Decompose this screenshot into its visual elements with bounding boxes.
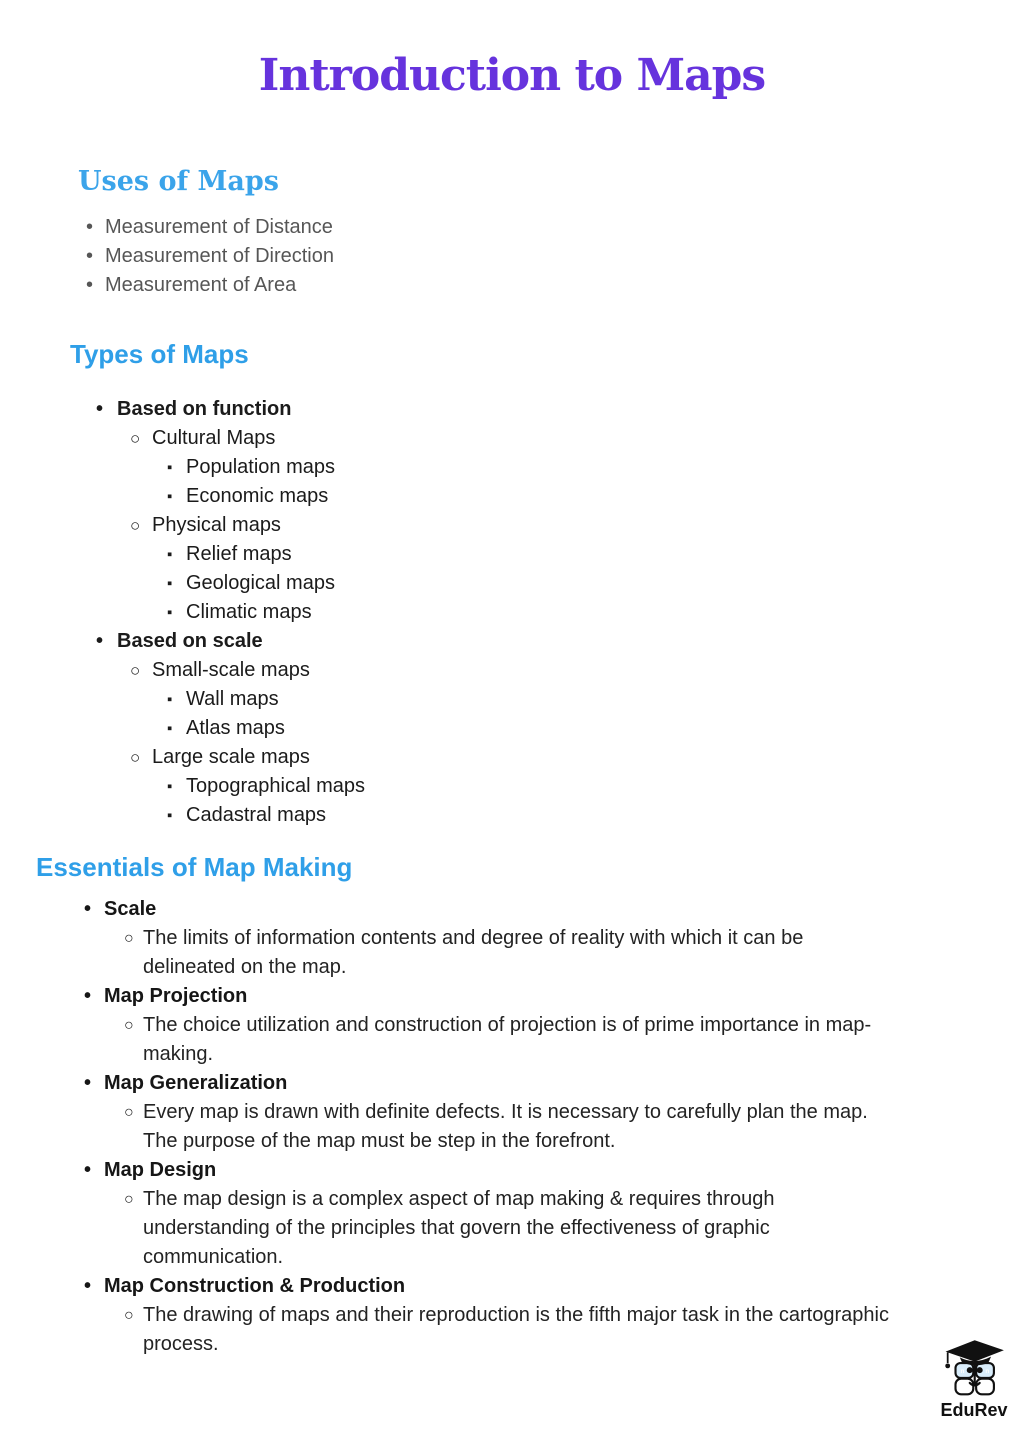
- bullet-square-icon: ▪: [167, 807, 173, 824]
- list-item-label: Small-scale maps: [152, 659, 310, 681]
- essentials-heading: Essentials of Map Making: [36, 852, 353, 882]
- essentials-description: [0, 1011, 890, 1069]
- list-item: [0, 482, 365, 511]
- svg-text:n: n: [960, 1367, 965, 1375]
- list-item: [0, 598, 365, 627]
- list-item-label: Measurement of Distance: [105, 216, 333, 238]
- list-item-label: Physical maps: [152, 514, 281, 536]
- essentials-term-label: Map Generalization: [104, 1072, 288, 1094]
- list-item: [0, 714, 365, 743]
- bullet-square-icon: ▪: [167, 604, 173, 621]
- uses-list: [0, 213, 334, 300]
- types-of-maps-heading: Types of Maps: [70, 339, 249, 369]
- essentials-term-label: Map Projection: [104, 985, 248, 1007]
- bullet-square-icon: ▪: [167, 488, 173, 505]
- edurev-logo-text: EduRev: [940, 1400, 1008, 1420]
- bullet-circle-icon: ○: [130, 661, 141, 680]
- list-item-label: Population maps: [186, 456, 335, 478]
- list-item-label: Wall maps: [186, 688, 279, 710]
- essentials-description: [0, 1098, 890, 1156]
- list-item-label: Measurement of Area: [105, 274, 297, 296]
- list-item: [0, 271, 334, 300]
- list-item-label: Geological maps: [186, 572, 335, 594]
- bullet-square-icon: ▪: [167, 720, 173, 737]
- bullet-disc-icon: •: [96, 630, 104, 652]
- list-item-label: Large scale maps: [152, 746, 310, 768]
- bullet-square-icon: ▪: [167, 575, 173, 592]
- list-item-label: Topographical maps: [186, 775, 365, 797]
- list-item: [0, 540, 365, 569]
- essentials-description: [0, 1301, 890, 1359]
- page-title: Introduction to Maps: [258, 50, 766, 101]
- essentials-description-text: Every map is drawn with definite defects. It is necessary to carefully plan the map. The purpose of the map must be step in the forefront.: [143, 1101, 868, 1152]
- bullet-square-icon: ▪: [167, 459, 173, 476]
- list-item: [0, 213, 334, 242]
- bullet-circle-icon: ○: [124, 1017, 134, 1034]
- edurev-logo: [936, 1336, 1012, 1421]
- list-item: [0, 453, 365, 482]
- bullet-disc-icon: •: [86, 216, 94, 238]
- bullet-square-icon: ▪: [167, 546, 173, 563]
- essentials-term-label: Map Construction & Production: [104, 1275, 406, 1297]
- bullet-disc-icon: •: [84, 1159, 92, 1181]
- bullet-circle-icon: ○: [124, 930, 134, 947]
- bullet-disc-icon: •: [84, 898, 92, 920]
- list-item: [0, 772, 365, 801]
- bullet-circle-icon: ○: [130, 516, 141, 535]
- list-item: [0, 395, 365, 424]
- essentials-list: [0, 895, 890, 1359]
- essentials-term: [0, 895, 890, 924]
- bullet-disc-icon: •: [84, 985, 92, 1007]
- essentials-description: [0, 924, 890, 982]
- list-item: [0, 242, 334, 271]
- bullet-disc-icon: •: [86, 245, 94, 267]
- essentials-description-text: The choice utilization and construction of projection is of prime importance in map-making.: [143, 1014, 872, 1065]
- list-item-label: Cadastral maps: [186, 804, 327, 826]
- bullet-square-icon: ▪: [167, 778, 173, 795]
- bullet-circle-icon: ○: [124, 1191, 134, 1208]
- bullet-disc-icon: •: [84, 1275, 92, 1297]
- essentials-description-text: The limits of information contents and degree of reality with which it can be delineated on the map.: [143, 927, 804, 978]
- list-item-label: Climatic maps: [186, 601, 312, 623]
- list-item: [0, 627, 365, 656]
- bullet-disc-icon: •: [86, 274, 94, 296]
- list-item-label: Based on scale: [117, 630, 263, 652]
- uses-of-maps-heading: Uses of Maps: [78, 166, 280, 197]
- bullet-circle-icon: ○: [124, 1104, 134, 1121]
- bullet-square-icon: ▪: [167, 691, 173, 708]
- list-item: [0, 685, 365, 714]
- list-item: [0, 569, 365, 598]
- essentials-term: [0, 1156, 890, 1185]
- essentials-term: [0, 1272, 890, 1301]
- edurev-mascot-icon: [938, 1336, 1010, 1400]
- list-item-label: Measurement of Direction: [105, 245, 334, 267]
- essentials-term: [0, 982, 890, 1011]
- list-item: [0, 511, 365, 540]
- list-item-label: Cultural Maps: [152, 427, 276, 449]
- bullet-circle-icon: ○: [124, 1307, 134, 1324]
- list-item-label: Relief maps: [186, 543, 292, 565]
- essentials-description: [0, 1185, 890, 1272]
- svg-text:n: n: [985, 1367, 990, 1375]
- essentials-term-label: Scale: [104, 898, 157, 920]
- bullet-circle-icon: ○: [130, 429, 141, 448]
- types-list: [0, 395, 365, 830]
- essentials-term: [0, 1069, 890, 1098]
- bullet-disc-icon: •: [84, 1072, 92, 1094]
- bullet-circle-icon: ○: [130, 748, 141, 767]
- essentials-description-text: The drawing of maps and their reproduction is the fifth major task in the cartographic process.: [143, 1304, 889, 1355]
- list-item: [0, 424, 365, 453]
- list-item: [0, 656, 365, 685]
- essentials-description-text: The map design is a complex aspect of map making & requires through understanding of the principles that govern the effectiveness of graphic communication.: [143, 1188, 775, 1268]
- list-item-label: Based on function: [117, 398, 292, 420]
- essentials-term-label: Map Design: [104, 1159, 217, 1181]
- bullet-disc-icon: •: [96, 398, 104, 420]
- list-item-label: Economic maps: [186, 485, 329, 507]
- list-item: [0, 801, 365, 830]
- list-item-label: Atlas maps: [186, 717, 285, 739]
- list-item: [0, 743, 365, 772]
